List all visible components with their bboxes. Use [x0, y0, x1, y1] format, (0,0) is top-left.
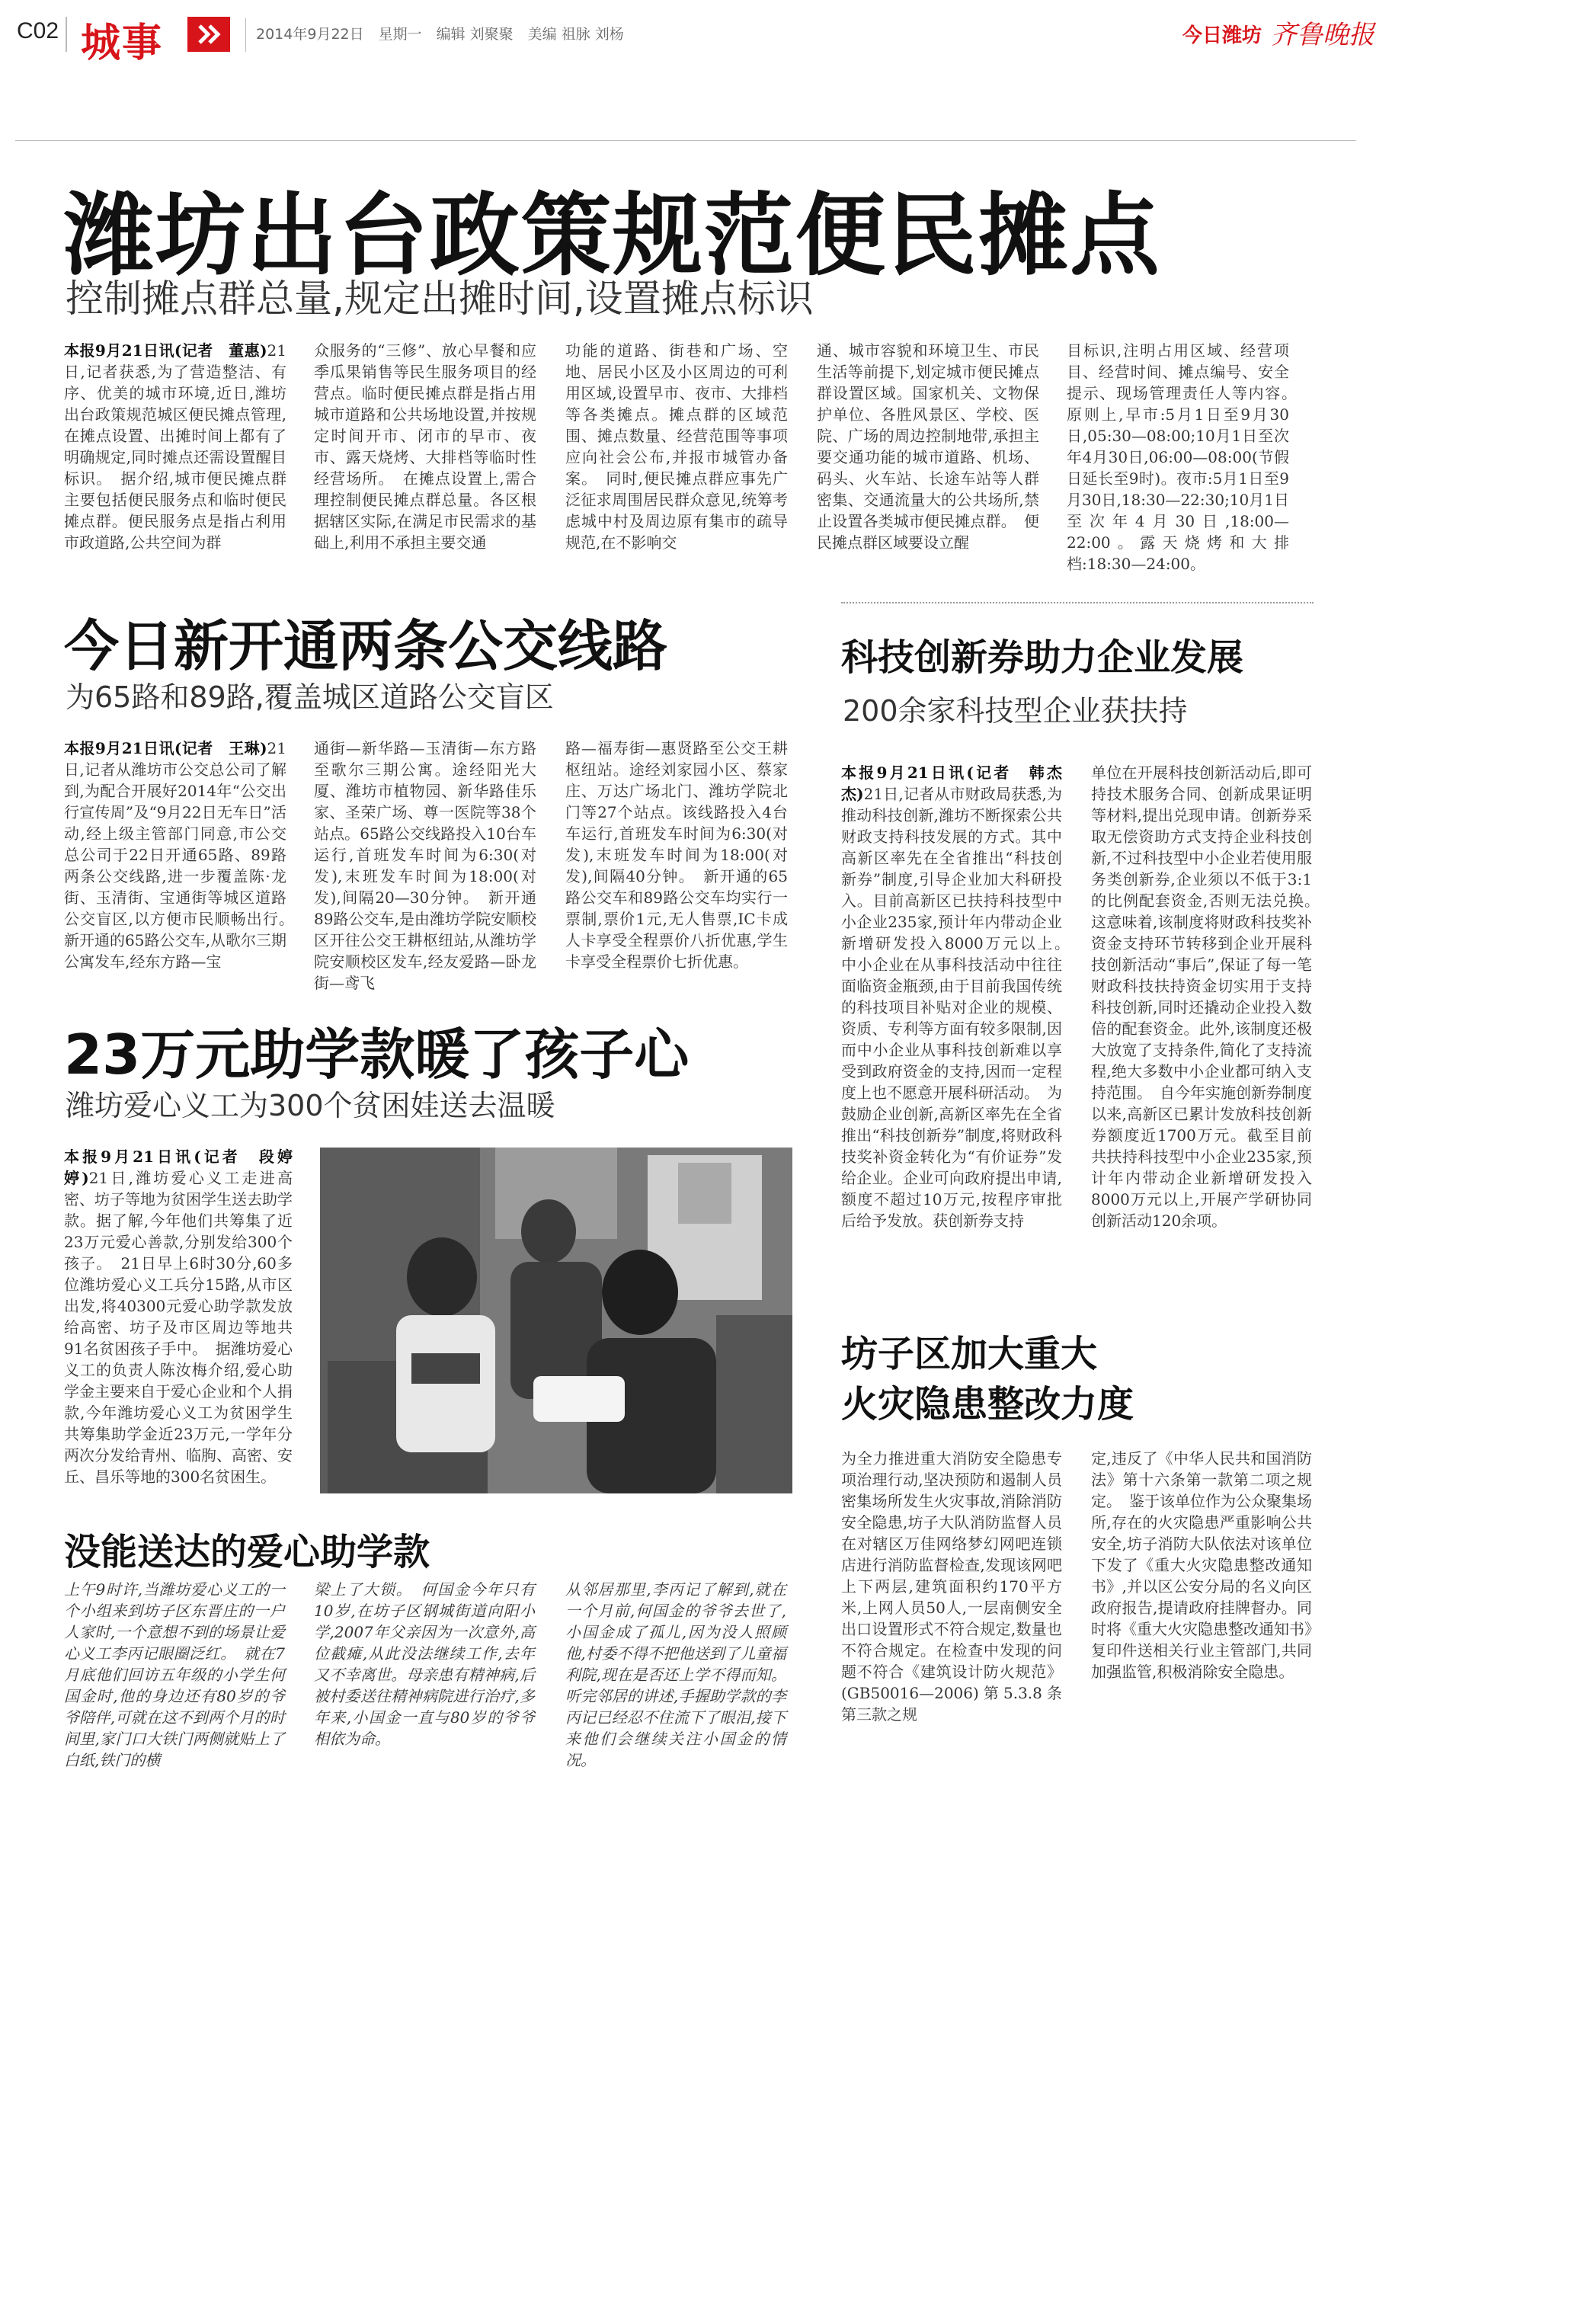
masthead-logo: 齐鲁晚报	[1271, 20, 1374, 50]
a3-dateline: 本报9月21日讯(记者 韩杰杰)	[841, 763, 1062, 803]
page-number: C02	[17, 18, 59, 43]
a5-col-1-text: 上午9时许,当潍坊爱心义工的一个小组来到坊子区东晋庄的一户人家时,一个意想不到的场景让爱心义工李丙记眼圈泛红。 就在7月底他们回访五年级的小学生何国金时,他的身边还有80岁的爷爷陪伴,可就在这不到两个月的时间里,家门口大铁门两侧就贴上了白纸,铁门的横	[64, 1580, 285, 1769]
a3-col-2-text: 单位在开展科技创新活动后,即可持技术服务合同、创新成果证明等材料,提出兑现申请。创新券采取无偿资助方式支持企业科技创新,不过科技型中小企业若使用服务类创新券,企业须以不低于3:1的比例配套资金,否则无法兑换。 这意味着,该制度将财政科技奖补资金支持环节转移到企业开展科技创新活动“事后”,保证了每一笔财政科技扶持资金切实用于支持科技创新,同时还撬动企业投入数倍的配套资金。此外,该制度还极大放宽了支持条件,简化了支持流程,绝大多数中小企业都可纳入支持范围。 自今年实施创新券制度以来,高新区已累计发放科技创新券额度近1700万元。截至目前共扶持科技型中小企业235家,预计年内带动企业新增研发投入8000万元以上,开展产学研协同创新活动120余项。	[1091, 763, 1327, 1230]
a3-headline: 科技创新券助力企业发展	[841, 636, 1244, 679]
a2-col-1-text: 21日,记者从潍坊市公交总公司了解到,为配合开展好2014年“公交出行宣传周”及“9月22日无车日”活动,经上级主管部门同意,市公交总公司于22日开通65路、89路两条公交线路,进一步覆盖陈·龙街、玉清街、宝通街等城区道路公交盲区,以方便市民顺畅出行。 新开通的65路公交车,从歌尔三期公寓发车,经东方路—宝	[64, 739, 302, 971]
a2-subheadline: 为65路和89路,覆盖城区道路公交盲区	[66, 680, 554, 714]
a3-subheadline: 200余家科技型企业获扶持	[843, 694, 1188, 728]
a5-col-1	[64, 1579, 285, 1769]
a5-col-2	[314, 1579, 535, 1766]
a2-headline: 今日新开通两条公交线路	[64, 614, 668, 678]
a6-col-2-text: 定,违反了《中华人民共和国消防法》第十六条第一款第二项之规定。 鉴于该单位作为公众聚集场所,存在的火灾隐患严重影响公共安全,坊子消防大队依法对该单位下发了《重大火灾隐患整改通知书》,并以区公安分局的名义向区政府报告,提请政府挂牌督办。同时将《重大火灾隐患整改通知书》复印件送相关行业主管部门,共同加强监管,积极消除安全隐患。	[1091, 1449, 1312, 1681]
a1-dateline: 本报9月21日讯(记者 董惠)	[64, 341, 267, 360]
a5-headline: 没能送达的爱心助学款	[64, 1531, 430, 1573]
brand-tag: 今日潍坊	[1182, 24, 1262, 47]
a4-subheadline: 潍坊爱心义工为300个贫困娃送去温暖	[66, 1089, 555, 1122]
a4-col-1	[64, 1146, 293, 1497]
a1-col-5	[1067, 340, 1304, 573]
header-bar	[0, 0, 1584, 76]
a1-col-1	[64, 340, 286, 561]
a4-col-1-text: 21日,潍坊爱心义工走进高密、坊子等地为贫困学生送去助学款。据了解,今年他们共筹集了近23万元爱心善款,分别发给300个孩子。 21日早上6时30分,60多位潍坊爱心义工兵分15路,从市区出发,将40300元爱心助学款发放给高密、坊子及市区周边等地共91名贫困孩子手中。 据潍坊爱心义工的负责人陈汝梅介绍,爱心助学金主要来自于爱心企业和个人捐款,今年潍坊爱心义工为贫困学生共筹集助学金近23万元,一学年分两次分发给青州、临朐、高密、安丘、昌乐等地的300名贫困生。	[64, 1169, 293, 1486]
a1-col-4	[817, 340, 1039, 561]
a1-col-3-text: 功能的道路、街巷和广场、空地、居民小区及小区周边的可利用区域,设置早市、夜市、大排档等各类摊点。摊点群的区域范围、摊点数量、经营范围等事项应向社会公布,并报市城管办备案。 同时,便民摊点群应事先广泛征求周围居民群众意见,统筹考虑城中村及周边原有集市的疏导规范,在不影响交	[565, 341, 788, 552]
a6-headline-line-2: 火灾隐患整改力度	[841, 1383, 1134, 1426]
a6-headline-line-1: 坊子区加大重大	[841, 1333, 1098, 1375]
issue-meta: 2014年9月22日 星期一 编辑 刘聚聚 美编 祖脉 刘杨	[256, 26, 624, 43]
a1-col-4-text: 通、城市容貌和环境卫生、市民生活等前提下,划定城市便民摊点群设置区域。国家机关、文物保护单位、各胜风景区、学校、医院、广场的周边控制地带,承担主要交通功能的城市道路、机场、码头、火车站、长途车站等人群密集、交通流量大的公共场所,禁止设置各类城市便民摊点群。 便民摊点群区域要设立醒	[817, 341, 1039, 552]
a1-col-5-text: 目标识,注明占用区域、经营项目、经营时间、摊点编号、安全提示、现场管理责任人等内容。 原则上,早市:5月1日至9月30日,05:30—08:00;10月1日至次年4月30日,06:00—08:00(节假日延长至9时)。夜市:5月1日至9月30日,18:30—22:30;10月1日至次年4月30日,18:00—22:00。露天烧烤和大排档:18:30—24:00。	[1067, 341, 1304, 573]
a2-col-3-text: 路—福寿街—惠贤路至公交王耕枢纽站。途经刘家园小区、蔡家庄、万达广场北门、潍坊学院北门等27个站点。该线路投入4台车运行,首班发车时间为6:30(对发),末班发车时间为18:00(对发),间隔40分钟。 新开通的65路公交车和89路公交车均实行一票制,票价1元,无人售票,IC卡成人卡享受全程票价八折优惠,学生卡享受全程票价七折优惠。	[565, 739, 788, 971]
a2-dateline: 本报9月21日讯(记者 王琳)	[64, 739, 267, 757]
a1-col-2-text: 众服务的“三修”、放心早餐和应季瓜果销售等民生服务项目的经营点。临时便民摊点群是指占用城市道路和公共场地设置,并按规定时间开市、闭市的早市、夜市、露天烧烤、大排档等临时性经营场所。 在摊点设置上,需合理控制便民摊点群总量。各区根据辖区实际,在满足市民需求的基础上,利用不承担主要交通	[314, 341, 536, 552]
a4-dateline: 本报9月21日讯(记者 段婷婷)	[64, 1148, 293, 1187]
a1-headline: 潍坊出台政策规范便民摊点	[64, 183, 1162, 288]
a1-bottom-rule	[841, 602, 1314, 603]
a6-col-1-text: 为全力推进重大消防安全隐患专项治理行动,坚决预防和遏制人员密集场所发生火灾事故,消除消防安全隐患,坊子大队消防监督人员在对辖区万佳网络梦幻网吧连锁店进行消防监督检查,发现该网吧上下两层,建筑面积约170平方米,上网人员50人,一层南侧安全出口设置形式不符合规定,数量也不符合规定。在检查中发现的问题不符合《建筑设计防火规范》(GB50016—2006)第5.3.8条第三款之规	[841, 1449, 1062, 1724]
a1-col-1-text: 21日,记者获悉,为了营造整洁、有序、优美的城市环境,近日,潍坊出台政策规范城区便民摊点管理,在摊点设置、出摊时间上都有了明确规定,同时摊点还需设置醒目标识。 据介绍,城市便民摊点群主要包括便民服务点和临时便民摊点群。便民服务点是指占利用市政道路,公共空间为群	[64, 341, 286, 552]
a6-col-1	[841, 1448, 1062, 1768]
a1-subheadline: 控制摊点群总量,规定出摊时间,设置摊点标识	[66, 277, 814, 321]
header-divider	[66, 17, 67, 52]
a2-col-2	[314, 738, 536, 992]
volunteer-photo-graphic	[320, 1148, 792, 1493]
a2-col-3	[565, 738, 788, 981]
a3-col-1-text: 21日,记者从市财政局获悉,为推动科技创新,潍坊不断探索公共财政支持科技发展的方式。其中高新区率先在全省推出“科技创新券”制度,引导企业加大科研投入。目前高新区已扶持科技型中小企业235家,预计年内带动企业新增研发投入8000万元以上。 中小企业在从事科技活动中往往面临资金瓶颈,由于目前我国传统的科技项目补贴对企业的规模、资质、专利等方面有较多限制,因而中小企业从事科技创新难以享受到政府资金的支持,因而一定程度上也不愿意开展科研活动。 为鼓励企业创新,高新区率先在全省推出“科技创新券”制度,将财政科技奖补资金转化为“有价证券”发给企业。企业可向政府提出申请,额度不超过10万元,按程序审批后给予发放。获创新券支持	[841, 785, 1077, 1230]
a4-headline: 23万元助学款暖了孩子心	[64, 1023, 690, 1087]
a1-col-2	[314, 340, 536, 561]
a3-col-1	[841, 762, 1077, 1295]
a5-col-3	[565, 1579, 786, 1769]
a1-col-3	[565, 340, 788, 561]
header-rule	[15, 140, 1356, 141]
a2-col-1	[64, 738, 302, 981]
a5-col-3-text: 从邻居那里,李丙记了解到,就在一个月前,何国金的爷爷去世了,小国金成了孤儿,因为没人照顾他,村委不得不把他送到了儿童福利院,现在是否还上学不得而知。听完邻居的讲述,手握助学款的李丙记已经忍不住流下了眼泪,接下来他们会继续关注小国金的情况。	[565, 1580, 786, 1769]
a5-col-2-text: 梁上了大锁。 何国金今年只有10岁,在坊子区钢城街道向阳小学,2007年父亲因为一次意外,高位截瘫,从此没法继续工作,去年又不幸离世。母亲患有精神病,后被村委送往精神病院进行治疗,多年来,小国金一直与80岁的爷爷相依为命。	[314, 1580, 535, 1748]
a4-photo	[320, 1148, 792, 1493]
section-name: 城事	[81, 21, 164, 66]
a6-col-2	[1091, 1448, 1312, 1768]
header-divider-2	[245, 18, 246, 52]
section-arrow-icon	[187, 17, 230, 52]
a2-col-2-text: 通街—新华路—玉清街—东方路至歌尔三期公寓。途经阳光大厦、潍坊市植物园、新华路佳乐家、圣荣广场、尊一医院等38个站点。65路公交线路投入10台车运行,首班发车时间为6:30(对发),末班发车时间为18:00(对发),间隔20—30分钟。 新开通89路公交车,是由潍坊学院安顺校区开往公交王耕枢纽站,从潍坊学院安顺校区发车,经友爱路—卧龙街—鸢飞	[314, 739, 536, 992]
a3-col-2	[1091, 762, 1327, 1295]
